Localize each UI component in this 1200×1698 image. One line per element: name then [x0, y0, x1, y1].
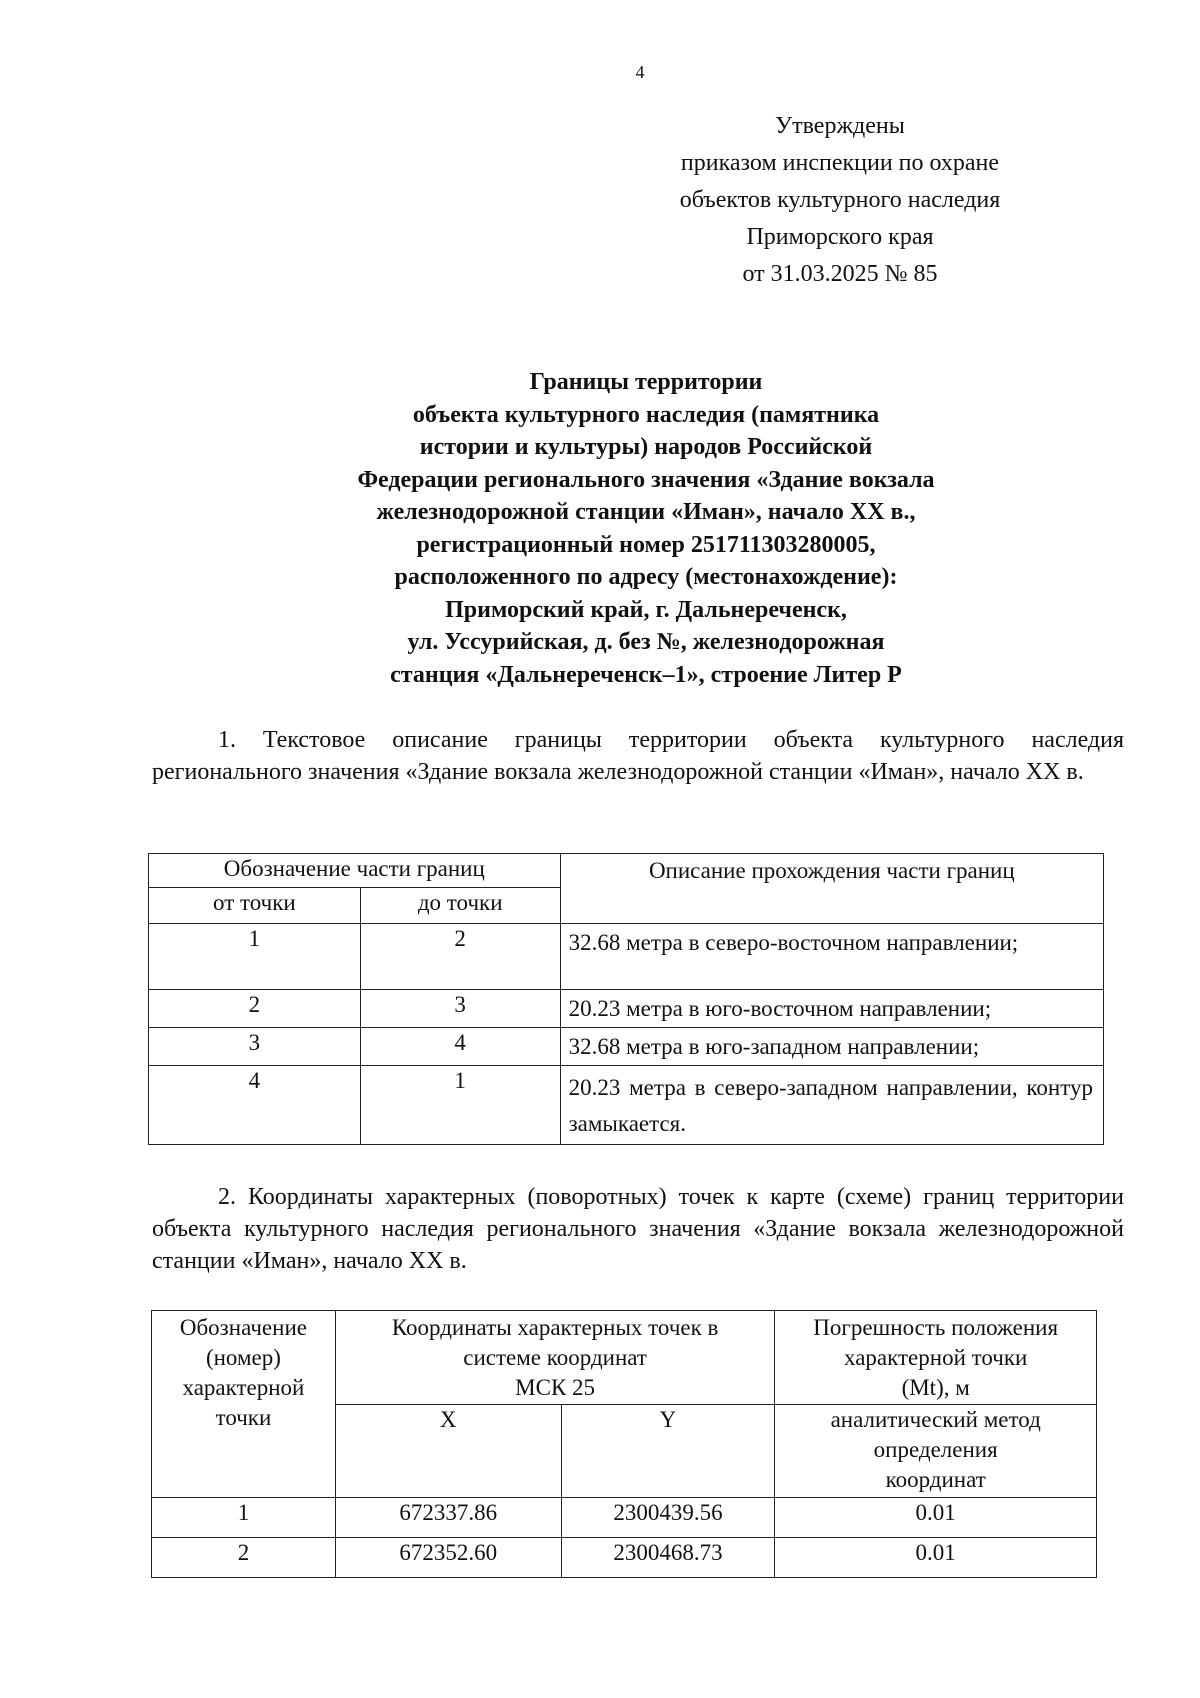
header-boundary-part: Обозначение части границ [149, 854, 561, 888]
approval-line: приказом инспекции по охране [680, 150, 1000, 176]
title-line: Границы территории [529, 369, 763, 395]
description-cell: 20.23 метра в юго-восточном направлении; [560, 990, 1103, 1028]
title-line: Федерации регионального значения «Здание вокзала [357, 466, 935, 493]
title-line: станция «Дальнереченск–1», строение Литер Р [390, 661, 902, 688]
title-line: расположенного по адресу (местонахождение): [394, 564, 898, 590]
from-point-cell: 1 [149, 924, 361, 990]
title-line: железнодорожной станции «Иман», начало ХХ в., [376, 499, 916, 525]
table-row [152, 1538, 1097, 1578]
header-coordinates: Координаты характерных точек в системе координат МСК 25 [335, 1311, 774, 1405]
header-x: X [335, 1405, 561, 1498]
header-point-designation: Обозначение (номер) характерной точки [152, 1311, 336, 1498]
description-cell: 20.23 метра в северо-западном направлении, контур замыкается. [560, 1066, 1103, 1145]
y-coordinate-cell: 2300468.73 [561, 1538, 775, 1578]
x-coordinate-cell: 672352.60 [335, 1538, 561, 1578]
section-2-text: 2. Координаты характерных (поворотных) точек к карте (схеме) границ территории объекта культурного наследия регионального значения «Здание вокзала железнодорожной станции «Иман», начало ХХ в. [152, 1184, 1124, 1274]
table-row [152, 1498, 1097, 1538]
approval-block [640, 108, 1040, 293]
table-row [149, 924, 1104, 990]
to-point-cell: 1 [360, 1066, 560, 1145]
from-point-cell: 3 [149, 1028, 361, 1066]
approval-line: объектов культурного наследия [679, 187, 1001, 213]
table-row [149, 1066, 1104, 1145]
approval-line: Утверждены [775, 113, 905, 139]
header-method: аналитический метод определения координат [775, 1405, 1097, 1498]
coordinates-table [151, 1310, 1097, 1578]
title-line: регистрационный номер 251711303280005, [416, 531, 876, 558]
error-cell: 0.01 [775, 1538, 1097, 1578]
title-line: ул. Уссурийская, д. без №, железнодорожная [407, 629, 885, 655]
to-point-cell: 3 [360, 990, 560, 1028]
table-row [149, 990, 1104, 1028]
title-line: объекта культурного наследия (памятника [412, 401, 880, 428]
point-number-cell: 1 [152, 1498, 336, 1538]
header-from-point: от точки [149, 888, 361, 924]
section-1-text: 1. Текстовое описание границы территории объекта культурного наследия регионального значения «Здание вокзала железнодорожной станции «Иман», начало ХХ в. [152, 727, 1124, 785]
description-cell: 32.68 метра в северо-восточном направлении; [560, 924, 1103, 990]
header-to-point: до точки [360, 888, 560, 924]
description-cell: 32.68 метра в юго-западном направлении; [560, 1028, 1103, 1066]
error-cell: 0.01 [775, 1498, 1097, 1538]
approval-line: Приморского края [746, 224, 934, 250]
table-row [149, 1028, 1104, 1066]
title-line: Приморский край, г. Дальнереченск, [445, 596, 847, 623]
to-point-cell: 2 [360, 924, 560, 990]
document-title [160, 366, 1132, 691]
header-position-error: Погрешность положения характерной точки (Mt), м [775, 1311, 1097, 1405]
page-number: 4 [635, 62, 645, 82]
header-y: Y [561, 1405, 775, 1498]
approval-line: от 31.03.2025 № 85 [742, 261, 938, 287]
from-point-cell: 4 [149, 1066, 361, 1145]
header-description: Описание прохождения части границ [560, 854, 1103, 924]
x-coordinate-cell: 672337.86 [335, 1498, 561, 1538]
to-point-cell: 4 [360, 1028, 560, 1066]
from-point-cell: 2 [149, 990, 361, 1028]
boundary-description-table [148, 853, 1104, 1145]
point-number-cell: 2 [152, 1538, 336, 1578]
y-coordinate-cell: 2300439.56 [561, 1498, 775, 1538]
title-line: истории и культуры) народов Российской [419, 434, 873, 460]
